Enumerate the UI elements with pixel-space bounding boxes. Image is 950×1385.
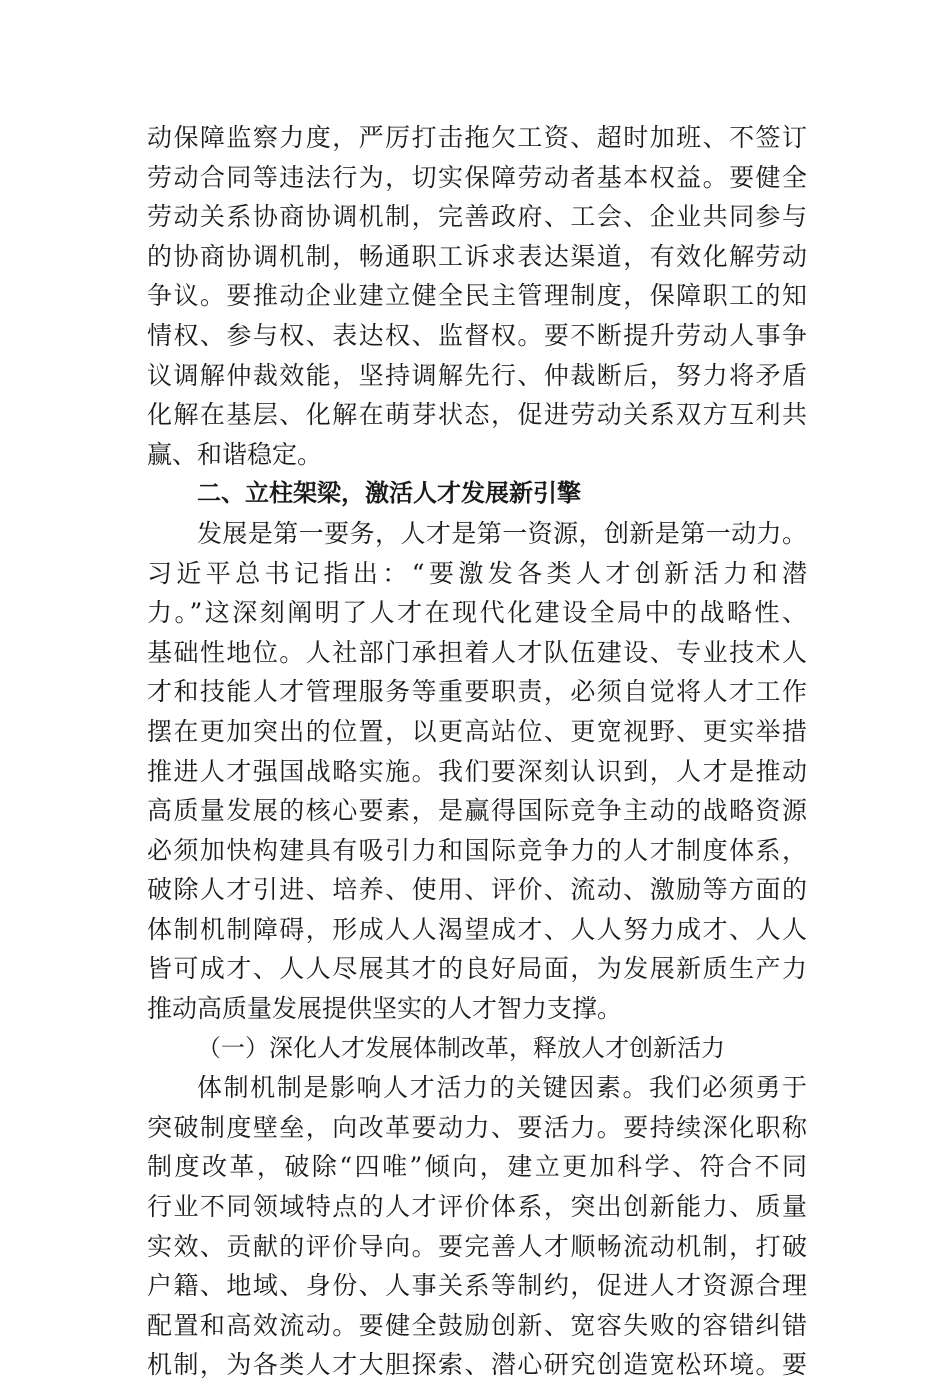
text-line: 户籍、地域、身份、人事关系等制约，促进人才资源合理 <box>147 1271 807 1301</box>
text-line: 体制机制障碍，形成人人渴望成才、人人努力成才、人人 <box>147 914 807 944</box>
text-line: 的协商协调机制，畅通职工诉求表达渠道，有效化解劳动 <box>147 241 807 271</box>
text-line: 配置和高效流动。要健全鼓励创新、宽容失败的容错纠错 <box>147 1310 807 1340</box>
text-line: 力。”这深刻阐明了人才在现代化建设全局中的战略性、 <box>147 598 807 628</box>
text-line: 推进人才强国战略实施。我们要深刻认识到，人才是推动 <box>147 756 807 786</box>
text-line: 制度改革，破除“四唯”倾向，建立更加科学、符合不同 <box>147 1152 807 1182</box>
text-line: 发展是第一要务，人才是第一资源，创新是第一动力。 <box>197 518 807 548</box>
text-line: 摆在更加突出的位置，以更高站位、更宽视野、更实举措 <box>147 716 807 746</box>
text-line: 高质量发展的核心要素，是赢得国际竞争主动的战略资源 <box>147 796 807 826</box>
document-body <box>147 118 807 1385</box>
text-line: 体制机制是影响人才活力的关键因素。我们必须勇于 <box>197 1073 807 1103</box>
subsection-heading: （一）深化人才发展体制改革，释放人才创新活力 <box>197 1033 725 1062</box>
text-line: 议调解仲裁效能，坚持调解先行、仲裁断后，努力将矛盾 <box>147 360 807 390</box>
text-line: 劳动合同等违法行为，切实保障劳动者基本权益。要健全 <box>147 162 807 192</box>
text-line: 机制，为各类人才大胆探索、潜心研究创造宽松环境。要 <box>147 1350 807 1380</box>
text-line: 皆可成才、人人尽展其才的良好局面，为发展新质生产力 <box>147 954 807 984</box>
text-line: 劳动关系协商协调机制，完善政府、工会、企业共同参与 <box>147 202 807 232</box>
text-line: 基础性地位。人社部门承担着人才队伍建设、专业技术人 <box>147 637 807 667</box>
text-line: 实效、贡献的评价导向。要完善人才顺畅流动机制，打破 <box>147 1231 807 1261</box>
text-line: 习近平总书记指出：“要激发各类人才创新活力和潜 <box>147 558 807 588</box>
text-line: 争议。要推动企业建立健全民主管理制度，保障职工的知 <box>147 281 807 311</box>
text-line: 必须加快构建具有吸引力和国际竞争力的人才制度体系， <box>147 835 807 865</box>
text-line: 突破制度壁垒，向改革要动力、要活力。要持续深化职称 <box>147 1112 807 1142</box>
text-line: 推动高质量发展提供坚实的人才智力支撑。 <box>147 994 623 1024</box>
text-line: 才和技能人才管理服务等重要职责，必须自觉将人才工作 <box>147 677 807 707</box>
text-line: 破除人才引进、培养、使用、评价、流动、激励等方面的 <box>147 875 807 905</box>
text-line: 动保障监察力度，严厉打击拖欠工资、超时加班、不签订 <box>147 123 807 152</box>
text-line: 赢、和谐稳定。 <box>147 439 323 469</box>
text-line: 化解在基层、化解在萌芽状态，促进劳动关系双方互利共 <box>147 400 807 430</box>
section-heading: 二、立柱架梁，激活人才发展新引擎 <box>197 479 581 508</box>
text-line: 情权、参与权、表达权、监督权。要不断提升劳动人事争 <box>147 320 807 350</box>
text-line: 行业不同领域特点的人才评价体系，突出创新能力、质量 <box>147 1192 807 1222</box>
